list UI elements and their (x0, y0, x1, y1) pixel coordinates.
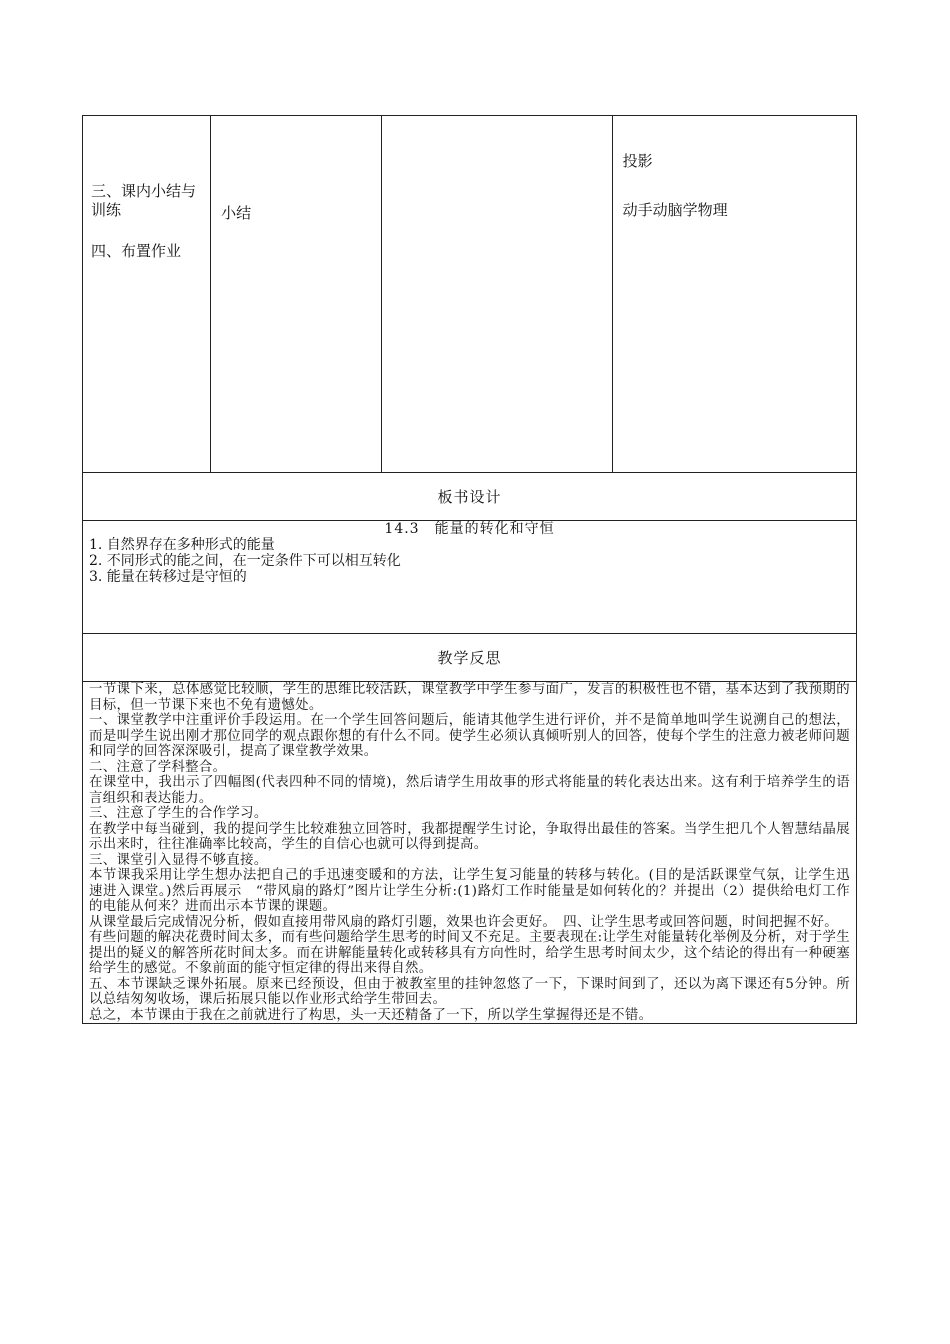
board-title: 14.3 能量的转化和守恒 (384, 521, 555, 537)
reflection-row (83, 682, 857, 1024)
lesson-plan-sheet (82, 115, 857, 1024)
reflection-paragraph: 从课堂最后完成情况分析，假如直接用带风扇的路灯引题，效果也许会更好。 四、让学生思考或回答问题，时间把握不好。 (89, 914, 839, 930)
stage-homework: 四、布置作业 (91, 242, 182, 260)
reflection-paragraph: 一、课堂教学中注重评价手段运用。在一个学生回答问题后，能请其他学生进行评价，并不是简单地叫学生说溯自己的想法，而是叫学生说出刚才那位同学的观点跟你想的有什么不同。使学生必须认真倾听别人的回答，使每个学生的注意力被老师问题和同学的回答深深吸引，提高了课堂教学效果。 (89, 713, 850, 759)
media-cell (612, 116, 856, 473)
reflection-paragraph: 在课堂中，我出示了四幅图(代表四种不同的情境)，然后请学生用故事的形式将能量的转化表达出来。这有利于培养学生的语言组织和表达能力。 (89, 775, 850, 806)
content-summary: 小结 (221, 204, 252, 222)
reflection-paragraph: 五、本节课缺乏课外拓展。原来已经预设，但由于被教室里的挂钟忽悠了一下，下课时间到了，还以为离下课还有5分钟。所以总结匆匆收场，课后拓展只能以作业形式给学生带回去。 (89, 976, 850, 1007)
reflection-header: 教学反思 (83, 634, 857, 682)
reflection-paragraph: 总之，本节课由于我在之前就进行了构思，头一天还精备了一下，所以学生掌握得还是不错。 (89, 1007, 653, 1023)
board-item: 1. 自然界存在多种形式的能量 (89, 537, 275, 553)
content-cell (211, 116, 382, 473)
lesson-plan-table (82, 115, 857, 1024)
board-item: 3. 能量在转移过是守恒的 (89, 569, 247, 585)
board-design-header-row (83, 473, 857, 521)
lesson-steps-row (83, 116, 857, 473)
board-design-row (83, 521, 857, 634)
empty-cell (382, 116, 612, 473)
stage-summary: 三、课内小结与训练 (91, 182, 197, 219)
reflection-paragraph: 有些问题的解决花费时间太多，而有些问题给学生思考的时间又不充足。主要表现在:让学生对能量转化举例及分析，对于学生提出的疑义的解答所花时间太多。而在讲解能量转化或转移具有方向性时，给学生思考时间太少，这个结论的得出有一种硬塞给学生的感觉。不象前面的能守恒定律的得出来得自然。 (89, 930, 850, 976)
board-design-content (83, 521, 857, 634)
reflection-paragraph: 本节课我采用让学生想办法把自己的手迅速变暖和的方法，让学生复习能量的转移与转化。(目的是活跃课堂气氛，让学生迅速进入课堂。)然后再展示 “带风扇的路灯”图片让学生分析:(1)路灯工作时能量是如何转化的？并提出（2）提供给电灯工作的电能从何来？进而出示本节课的课题。 (89, 868, 850, 914)
media-projection: 投影 (622, 152, 653, 170)
reflection-paragraph: 三、注意了学生的合作学习。 (89, 806, 268, 821)
reflection-paragraph: 三、课堂引入显得不够直接。 (89, 852, 268, 868)
stage-cell (83, 116, 211, 473)
board-item: 2. 不同形式的能之间，在一定条件下可以相互转化 (89, 553, 401, 569)
reflection-paragraph: 在教学中每当碰到，我的提问学生比较难独立回答时，我都提醒学生讨论，争取得出最佳的答案。当学生把几个人智慧结晶展示出来时，往往准确率比较高，学生的自信心也就可以得到提高。 (89, 821, 850, 852)
reflection-paragraph: 一节课下来，总体感觉比较顺，学生的思维比较活跃，课堂教学中学生参与面广，发言的积极性也不错，基本达到了我预期的目标，但一节课下来也不免有遗憾处。 (89, 682, 850, 713)
reflection-header-row (83, 634, 857, 682)
media-exercise: 动手动脑学物理 (622, 201, 728, 219)
reflection-content (83, 682, 857, 1024)
reflection-paragraph: 二、注意了学科整合。 (89, 759, 227, 775)
board-design-header: 板书设计 (83, 473, 857, 521)
